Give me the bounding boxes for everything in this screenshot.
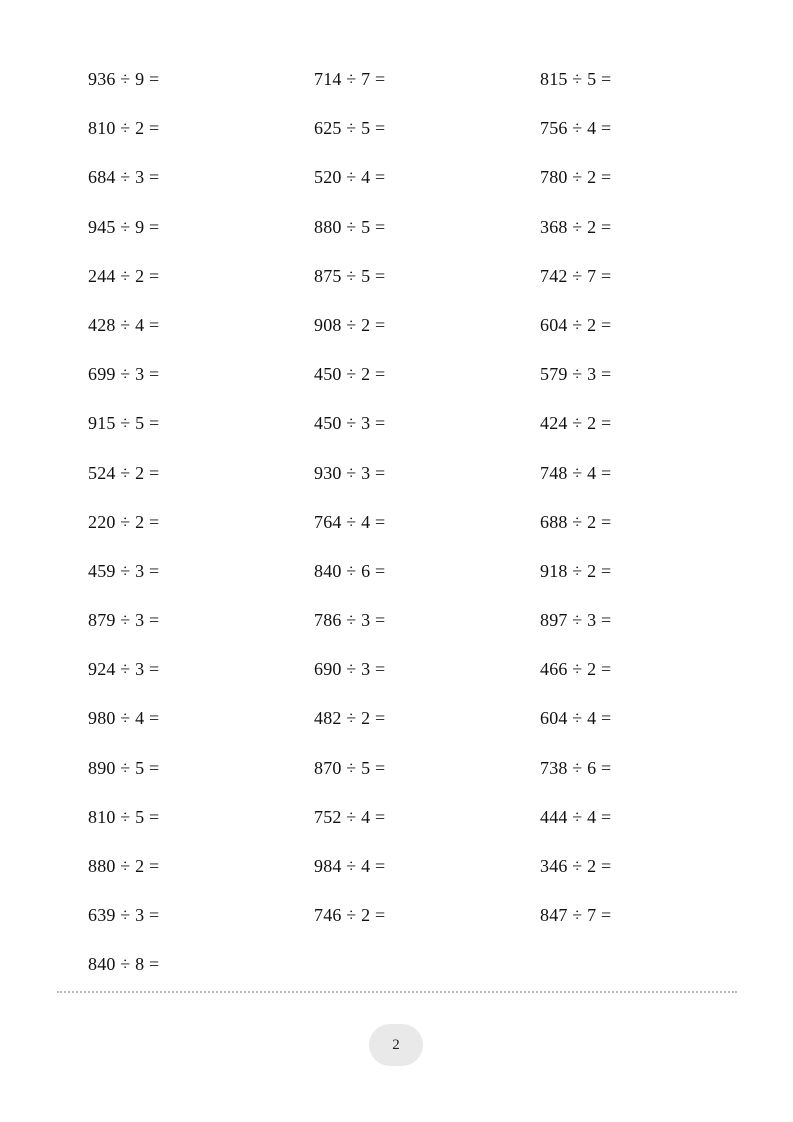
division-problem: 756 ÷ 4 = [540,118,612,139]
division-problem: 690 ÷ 3 = [314,659,386,680]
division-problem: 346 ÷ 2 = [540,856,612,876]
division-problem: 604 ÷ 2 = [540,314,612,335]
division-problem: 810 ÷ 2 = [88,118,160,139]
division-problem: 930 ÷ 3 = [314,462,386,483]
division-problem: 880 ÷ 2 = [88,856,160,876]
division-problem: 897 ÷ 3 = [540,610,612,631]
division-problem: 815 ÷ 5 = [540,69,612,89]
division-problem: 924 ÷ 3 = [88,659,160,680]
division-problem: 604 ÷ 4 = [540,708,612,729]
division-problem: 688 ÷ 2 = [540,511,612,532]
division-problem: 936 ÷ 9 = [88,69,160,89]
division-problem: 524 ÷ 2 = [88,462,160,483]
division-problem: 579 ÷ 3 = [540,364,612,385]
division-problem: 482 ÷ 2 = [314,708,386,729]
division-problem: 466 ÷ 2 = [540,659,612,680]
division-problem: 450 ÷ 2 = [314,364,386,385]
division-problem: 459 ÷ 3 = [88,560,160,581]
division-problem: 684 ÷ 3 = [88,167,160,188]
division-problem: 444 ÷ 4 = [540,806,612,827]
division-problem: 742 ÷ 7 = [540,265,612,286]
division-problem: 738 ÷ 6 = [540,757,612,778]
division-problem: 847 ÷ 7 = [540,905,612,926]
division-problem: 746 ÷ 2 = [314,905,386,926]
division-problem: 945 ÷ 9 = [88,216,160,237]
division-problem: 714 ÷ 7 = [314,69,386,89]
division-problem: 984 ÷ 4 = [314,856,386,876]
division-problem: 752 ÷ 4 = [314,806,386,827]
division-problem: 220 ÷ 2 = [88,511,160,532]
division-problem: 450 ÷ 3 = [314,413,386,434]
division-problem: 875 ÷ 5 = [314,265,386,286]
division-problem: 520 ÷ 4 = [314,167,386,188]
division-problem: 786 ÷ 3 = [314,610,386,631]
division-problem: 840 ÷ 6 = [314,560,386,581]
page-number-text: 2 [392,1036,400,1053]
division-problem: 890 ÷ 5 = [88,757,160,778]
division-problem: 244 ÷ 2 = [88,265,160,286]
division-problem: 699 ÷ 3 = [88,364,160,385]
division-problem: 915 ÷ 5 = [88,413,160,434]
division-problem: 880 ÷ 5 = [314,216,386,237]
division-problem: 748 ÷ 4 = [540,462,612,483]
division-problem: 980 ÷ 4 = [88,708,160,729]
division-problem: 424 ÷ 2 = [540,413,612,434]
division-problem: 879 ÷ 3 = [88,610,160,631]
division-problem: 908 ÷ 2 = [314,314,386,335]
division-problem: 780 ÷ 2 = [540,167,612,188]
division-problem: 428 ÷ 4 = [88,314,160,335]
division-problem: 639 ÷ 3 = [88,905,160,926]
division-problem: 870 ÷ 5 = [314,757,386,778]
division-problem: 764 ÷ 4 = [314,511,386,532]
division-problem: 625 ÷ 5 = [314,118,386,139]
problem-grid [88,66,748,1001]
division-problem: 368 ÷ 2 = [540,216,612,237]
page-number-badge [369,1024,423,1066]
division-problem: 918 ÷ 2 = [540,560,612,581]
dotted-divider [57,991,737,993]
division-problem: 840 ÷ 8 = [88,954,160,975]
division-problem: 810 ÷ 5 = [88,806,160,827]
